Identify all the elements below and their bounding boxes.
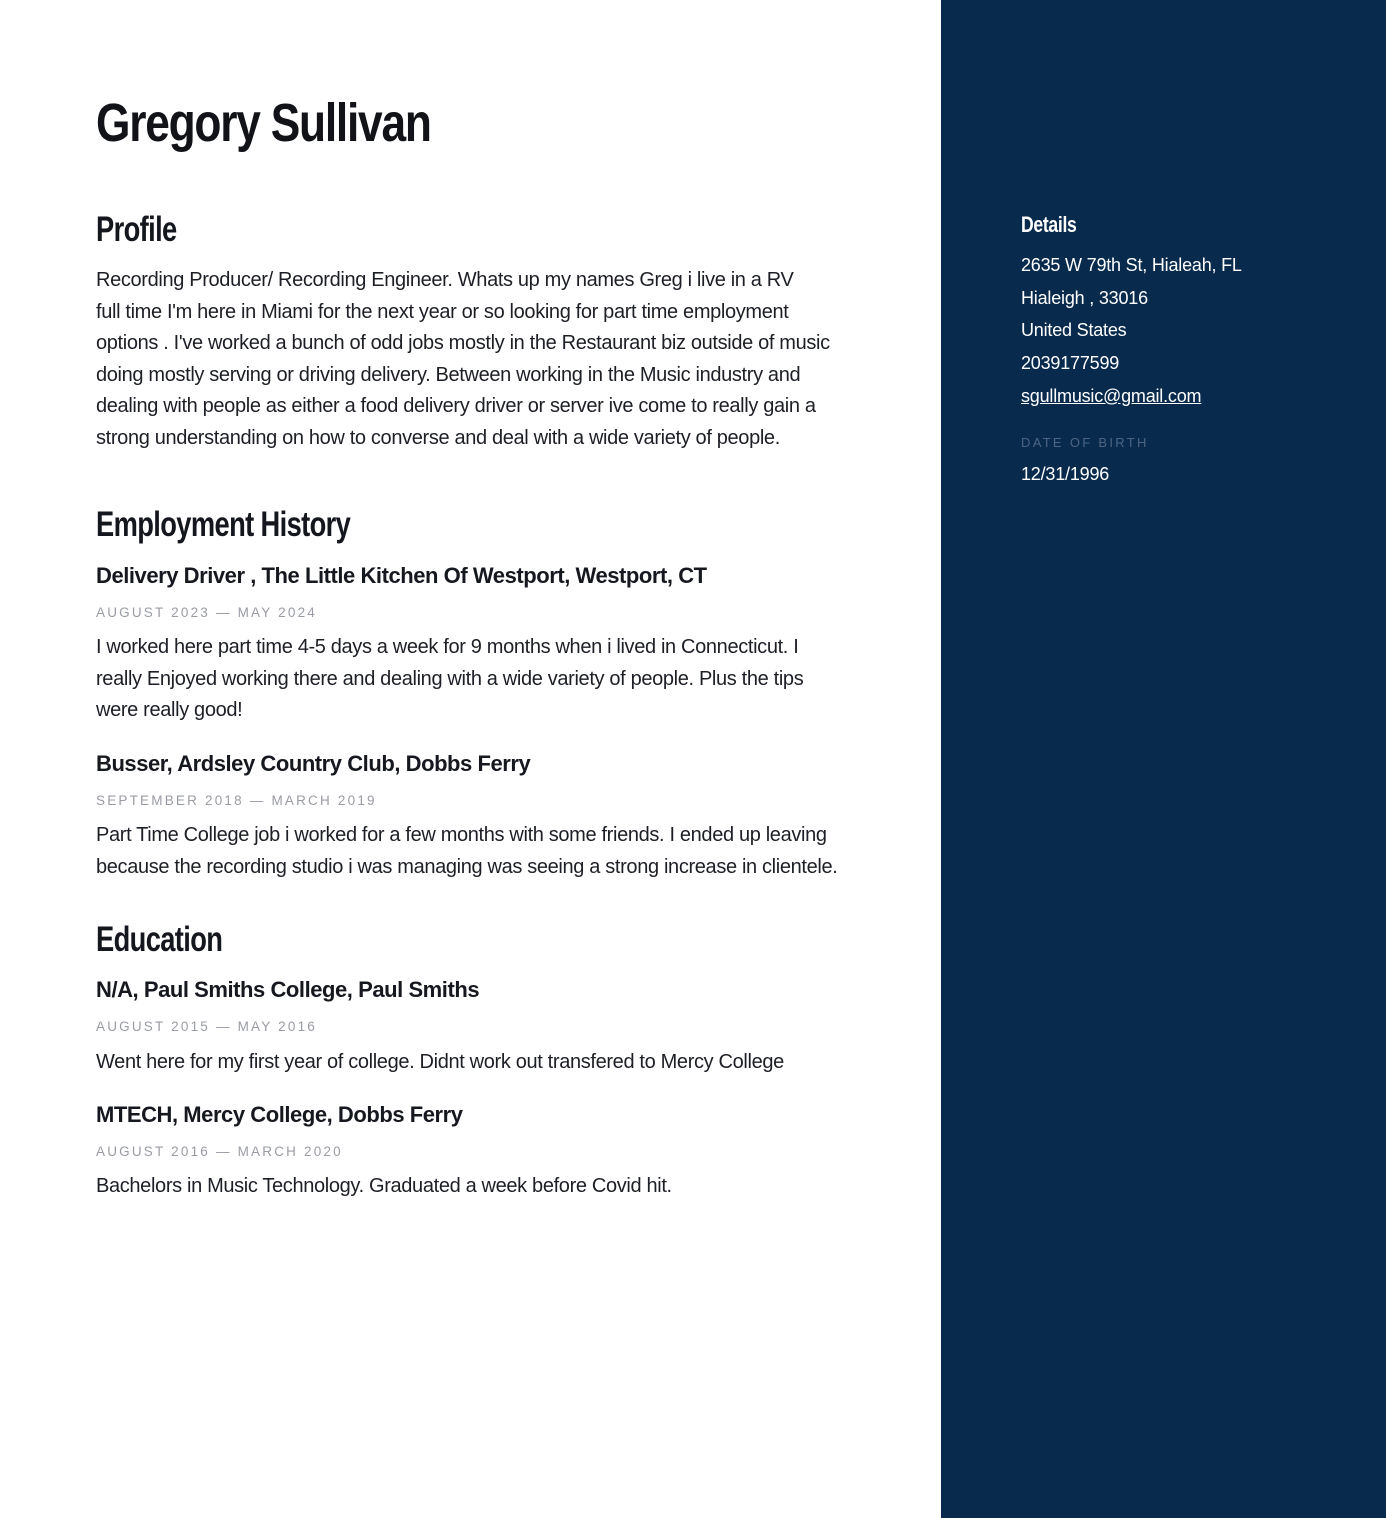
job-description-line: were really good! xyxy=(96,699,243,721)
education-dates: AUGUST 2015 — MAY 2016 xyxy=(96,1019,317,1034)
address-line-2: Hialeigh , 33016 xyxy=(1021,288,1148,308)
education-description xyxy=(96,1047,871,1079)
details-sidebar xyxy=(941,0,1386,1518)
job-description-line: Part Time College job i worked for a few months with some friends. I ended up leaving xyxy=(96,824,827,846)
education-description xyxy=(96,1171,871,1203)
country: United States xyxy=(1021,320,1127,340)
job-description xyxy=(96,820,871,883)
job-dates: AUGUST 2023 — MAY 2024 xyxy=(96,605,317,620)
profile-line: options . I've worked a bunch of odd jobs mostly in the Restaurant biz outside of music xyxy=(96,332,830,354)
profile-line: full time I'm here in Miami for the next year or so looking for part time employment xyxy=(96,300,789,323)
profile-line: Recording Producer/ Recording Engineer. Whats up my names Greg i live in a RV xyxy=(96,269,794,291)
address-line-1: 2635 W 79th St, Hialeah, FL xyxy=(1021,255,1242,275)
profile-line: doing mostly serving or driving delivery. Between working in the Music industry and xyxy=(96,363,801,386)
education-title: MTECH, Mercy College, Dobbs Ferry xyxy=(96,1102,463,1127)
phone-number: 2039177599 xyxy=(1021,353,1120,373)
email-link[interactable]: sgullmusic@gmail.com xyxy=(1021,386,1202,406)
job-title: Busser, Ardsley Country Club, Dobbs Ferry xyxy=(96,751,531,776)
education-dates: AUGUST 2016 — MARCH 2020 xyxy=(96,1144,343,1159)
education-description-line: Bachelors in Music Technology. Graduated a week before Covid hit. xyxy=(96,1175,672,1197)
date-of-birth-label: DATE OF BIRTH xyxy=(1021,435,1149,450)
job-title: Delivery Driver , The Little Kitchen Of Westport, Westport, CT xyxy=(96,563,707,588)
education-description-line: Went here for my first year of college. Didnt work out transfered to Mercy College xyxy=(96,1051,784,1073)
profile-summary xyxy=(96,265,871,454)
section-title-employment: Employment History xyxy=(96,505,351,544)
section-title-education: Education xyxy=(96,920,223,959)
job-description-line: I worked here part time 4-5 days a week for 9 months when i lived in Connecticut. I xyxy=(96,636,799,658)
job-description-line: really Enjoyed working there and dealing with a wide variety of people. Plus the tips xyxy=(96,667,804,690)
education-title: N/A, Paul Smiths College, Paul Smiths xyxy=(96,977,480,1002)
details-title: Details xyxy=(1021,212,1077,237)
section-title-profile: Profile xyxy=(96,210,177,249)
profile-line: dealing with people as either a food delivery driver or server ive come to really gain a xyxy=(96,395,816,417)
candidate-name: Gregory Sullivan xyxy=(96,93,431,153)
job-description xyxy=(96,632,871,727)
job-dates: SEPTEMBER 2018 — MARCH 2019 xyxy=(96,793,377,808)
date-of-birth: 12/31/1996 xyxy=(1021,464,1110,484)
profile-line: strong understanding on how to converse and deal with a wide variety of people. xyxy=(96,426,780,449)
job-description-line: because the recording studio i was managing was seeing a strong increase in clientele. xyxy=(96,855,838,878)
